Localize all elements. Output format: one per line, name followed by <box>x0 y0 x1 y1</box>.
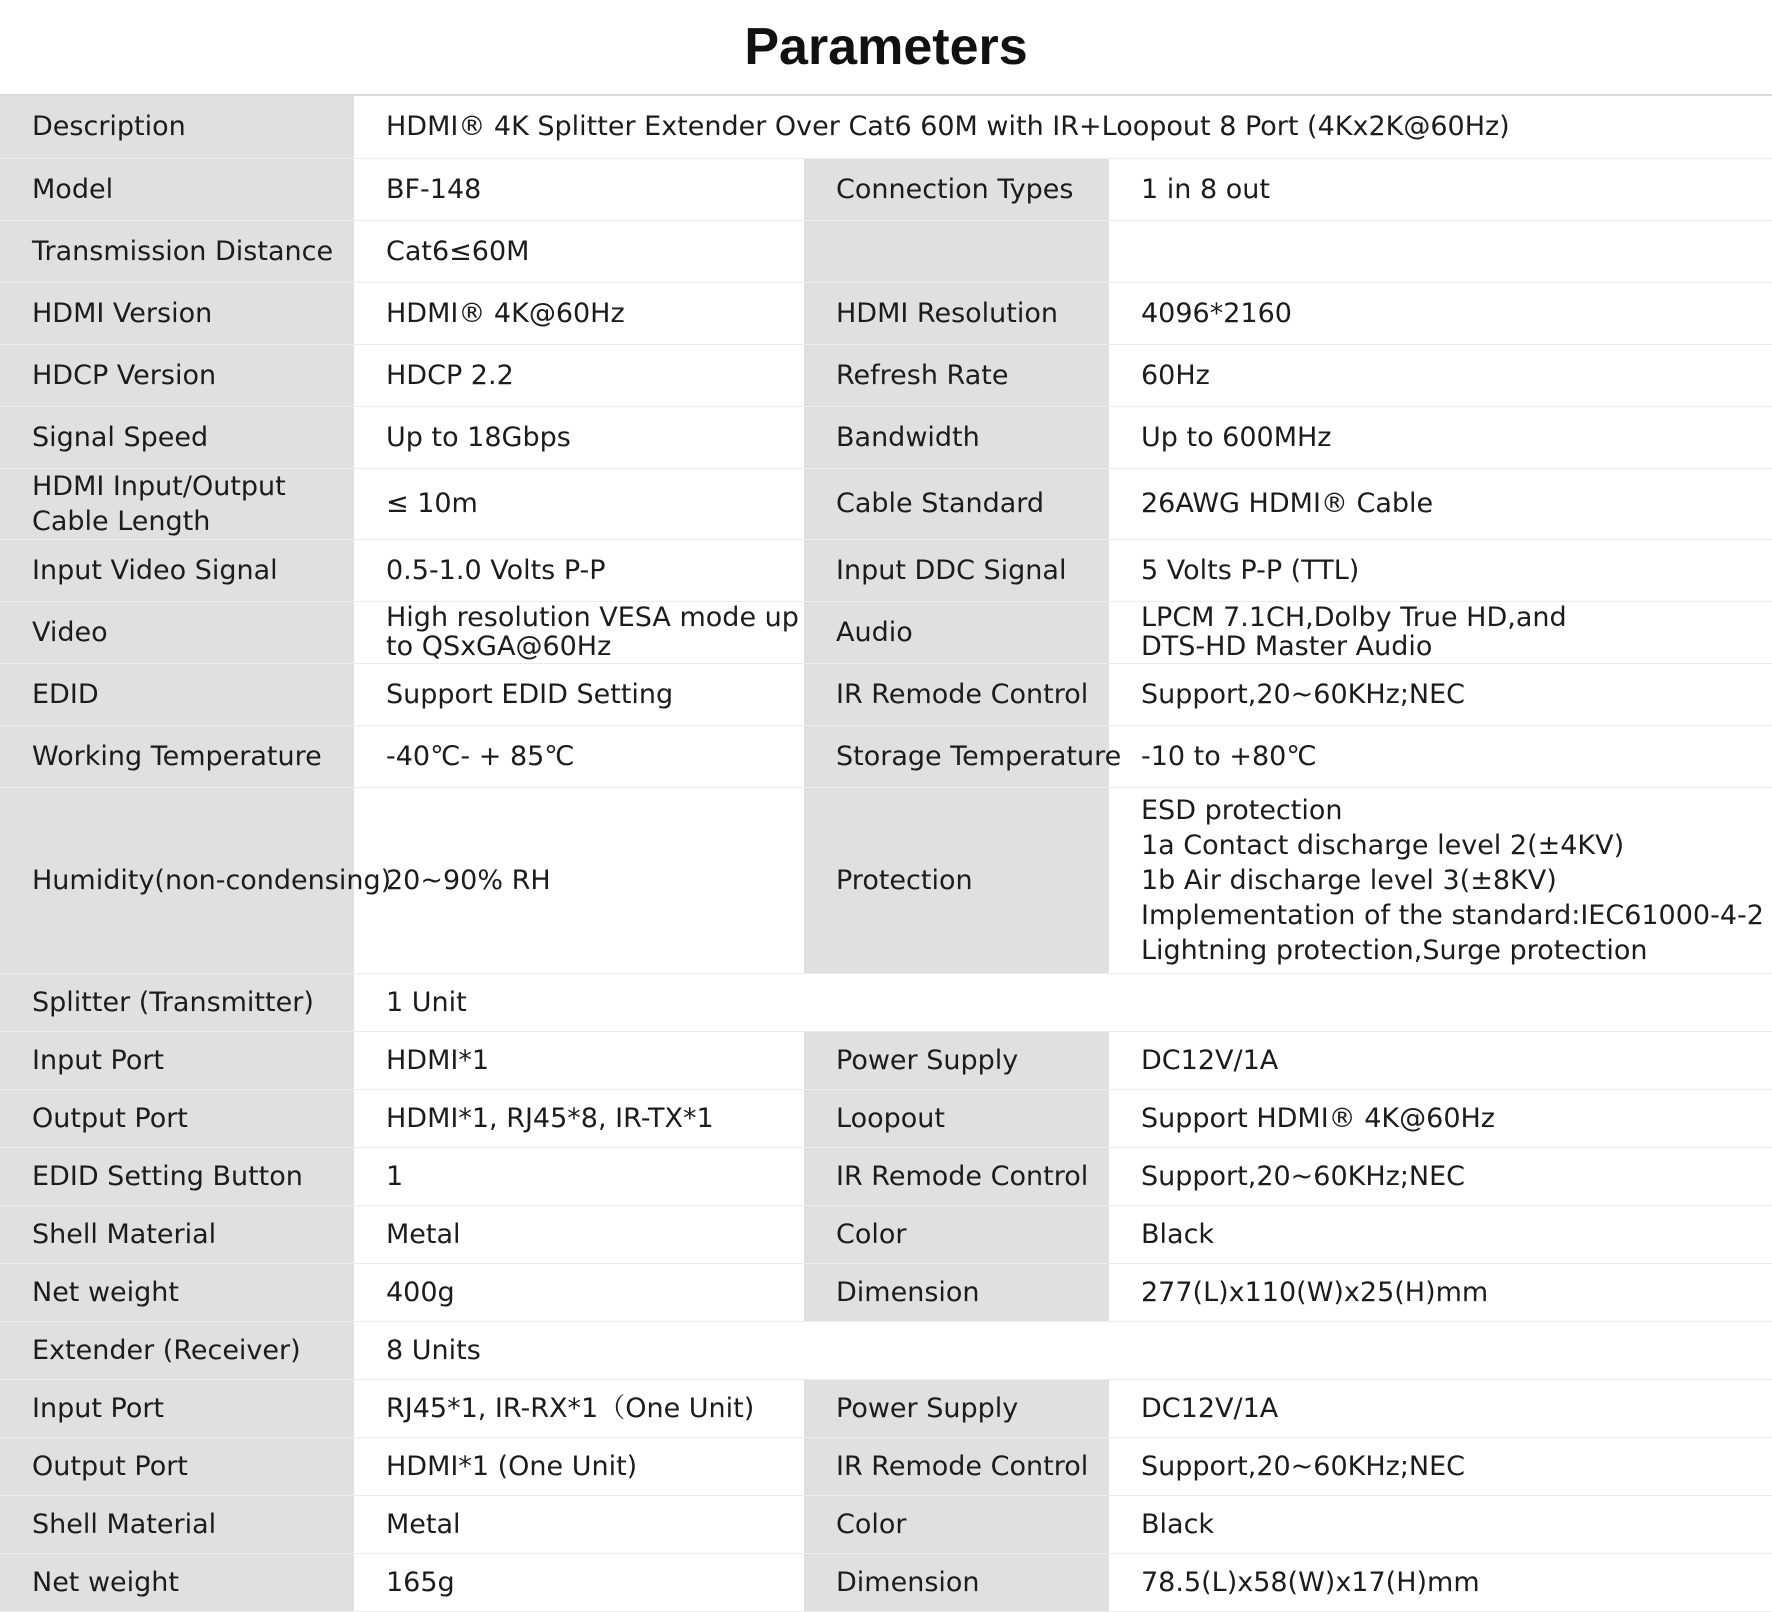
row-value: 277(L)x110(W)x25(H)mm <box>1109 1263 1772 1321</box>
row-value: DC12V/1A <box>1109 1031 1772 1089</box>
row-label <box>804 220 1109 282</box>
row-label: Output Port <box>0 1089 354 1147</box>
row-value: -10 to +80℃ <box>1109 725 1772 787</box>
row-label: Connection Types <box>804 158 1109 220</box>
table-row <box>0 539 1772 601</box>
row-label: IR Remode Control <box>804 1147 1109 1205</box>
row-label: IR Remode Control <box>804 663 1109 725</box>
table-row <box>0 1147 1772 1205</box>
table-row <box>0 725 1772 787</box>
row-value: ≤ 10m <box>354 468 804 539</box>
row-label: Transmission Distance <box>0 220 354 282</box>
row-label: Splitter (Transmitter) <box>0 973 354 1031</box>
row-value: Support EDID Setting <box>354 663 804 725</box>
row-label: Signal Speed <box>0 406 354 468</box>
row-label: Input DDC Signal <box>804 539 1109 601</box>
row-value: 4096*2160 <box>1109 282 1772 344</box>
row-value: Up to 18Gbps <box>354 406 804 468</box>
row-label: Net weight <box>0 1553 354 1611</box>
row-value: BF-148 <box>354 158 804 220</box>
page-title: Parameters <box>0 0 1772 96</box>
row-value: Support,20~60KHz;NEC <box>1109 1147 1772 1205</box>
row-label: EDID <box>0 663 354 725</box>
table-row <box>0 787 1772 973</box>
table-row <box>0 1205 1772 1263</box>
row-value: Black <box>1109 1495 1772 1553</box>
table-row <box>0 1089 1772 1147</box>
row-value: 165g <box>354 1553 804 1611</box>
row-value: 1 <box>354 1147 804 1205</box>
table-row <box>0 973 1772 1031</box>
row-label: Dimension <box>804 1263 1109 1321</box>
row-value: LPCM 7.1CH,Dolby True HD,and DTS-HD Master Audio <box>1109 601 1772 663</box>
row-label: EDID Setting Button <box>0 1147 354 1205</box>
table-row <box>0 282 1772 344</box>
row-label: Bandwidth <box>804 406 1109 468</box>
row-label: Loopout <box>804 1089 1109 1147</box>
row-value: HDMI*1 (One Unit) <box>354 1437 804 1495</box>
row-label: Cable Standard <box>804 468 1109 539</box>
table-row <box>0 601 1772 663</box>
row-value: -40℃- + 85℃ <box>354 725 804 787</box>
table-row <box>0 1263 1772 1321</box>
row-label: Extender (Receiver) <box>0 1321 354 1379</box>
row-label: Audio <box>804 601 1109 663</box>
table-row <box>0 96 1772 158</box>
row-value: Support,20~60KHz;NEC <box>1109 663 1772 725</box>
row-value: 400g <box>354 1263 804 1321</box>
row-value: DC12V/1A <box>1109 1379 1772 1437</box>
row-label: Output Port <box>0 1437 354 1495</box>
row-label: Dimension <box>804 1553 1109 1611</box>
row-value: 1 Unit <box>354 973 1772 1031</box>
row-label: Humidity(non-condensing) <box>0 787 354 973</box>
row-label: HDMI Input/Output Cable Length <box>0 468 354 539</box>
row-value: HDCP 2.2 <box>354 344 804 406</box>
row-value: HDMI® 4K Splitter Extender Over Cat6 60M with IR+Loopout 8 Port (4Kx2K@60Hz) <box>354 96 1772 158</box>
row-value: ESD protection 1a Contact discharge level 2(±4KV) 1b Air discharge level 3(±8KV) Implementation of the standard:IEC61000-4-2 Lightning protection,Surge protection <box>1109 787 1772 973</box>
table-row <box>0 1031 1772 1089</box>
row-value: 20~90% RH <box>354 787 804 973</box>
row-label: Working Temperature <box>0 725 354 787</box>
table-row <box>0 1321 1772 1379</box>
row-label: Input Port <box>0 1379 354 1437</box>
row-label: Storage Temperature <box>804 725 1109 787</box>
table-row <box>0 1437 1772 1495</box>
row-value: Up to 600MHz <box>1109 406 1772 468</box>
table-row <box>0 1553 1772 1611</box>
row-label: IR Remode Control <box>804 1437 1109 1495</box>
row-label: Protection <box>804 787 1109 973</box>
row-value: 26AWG HDMI® Cable <box>1109 468 1772 539</box>
row-label: Net weight <box>0 1263 354 1321</box>
table-row <box>0 220 1772 282</box>
row-value: 78.5(L)x58(W)x17(H)mm <box>1109 1553 1772 1611</box>
row-value: Support HDMI® 4K@60Hz <box>1109 1089 1772 1147</box>
row-label: Shell Material <box>0 1495 354 1553</box>
table-row <box>0 1379 1772 1437</box>
row-value: Metal <box>354 1205 804 1263</box>
table-row <box>0 158 1772 220</box>
table-row <box>0 468 1772 539</box>
row-label: Shell Material <box>0 1205 354 1263</box>
row-value <box>1109 220 1772 282</box>
row-value: HDMI*1, RJ45*8, IR-TX*1 <box>354 1089 804 1147</box>
row-value: 60Hz <box>1109 344 1772 406</box>
row-value: 8 Units <box>354 1321 1772 1379</box>
row-value: RJ45*1, IR-RX*1（One Unit) <box>354 1379 804 1437</box>
row-label: Input Video Signal <box>0 539 354 601</box>
row-value: 0.5-1.0 Volts P-P <box>354 539 804 601</box>
row-label: Input Port <box>0 1031 354 1089</box>
row-label: HDMI Resolution <box>804 282 1109 344</box>
row-value: Metal <box>354 1495 804 1553</box>
table-row <box>0 344 1772 406</box>
table-row <box>0 663 1772 725</box>
row-label: HDCP Version <box>0 344 354 406</box>
parameters-table <box>0 96 1772 1612</box>
row-value: Black <box>1109 1205 1772 1263</box>
row-label: HDMI Version <box>0 282 354 344</box>
row-value: High resolution VESA mode up to QSxGA@60Hz <box>354 601 804 663</box>
row-label: Color <box>804 1205 1109 1263</box>
row-value: Support,20~60KHz;NEC <box>1109 1437 1772 1495</box>
row-value: HDMI*1 <box>354 1031 804 1089</box>
row-label: Power Supply <box>804 1379 1109 1437</box>
row-label: Model <box>0 158 354 220</box>
row-value: Cat6≤60M <box>354 220 804 282</box>
row-label: Video <box>0 601 354 663</box>
row-label: Description <box>0 96 354 158</box>
row-label: Refresh Rate <box>804 344 1109 406</box>
row-label: Power Supply <box>804 1031 1109 1089</box>
row-value: HDMI® 4K@60Hz <box>354 282 804 344</box>
table-row <box>0 406 1772 468</box>
row-value: 5 Volts P-P (TTL) <box>1109 539 1772 601</box>
row-label: Color <box>804 1495 1109 1553</box>
row-value: 1 in 8 out <box>1109 158 1772 220</box>
table-row <box>0 1495 1772 1553</box>
